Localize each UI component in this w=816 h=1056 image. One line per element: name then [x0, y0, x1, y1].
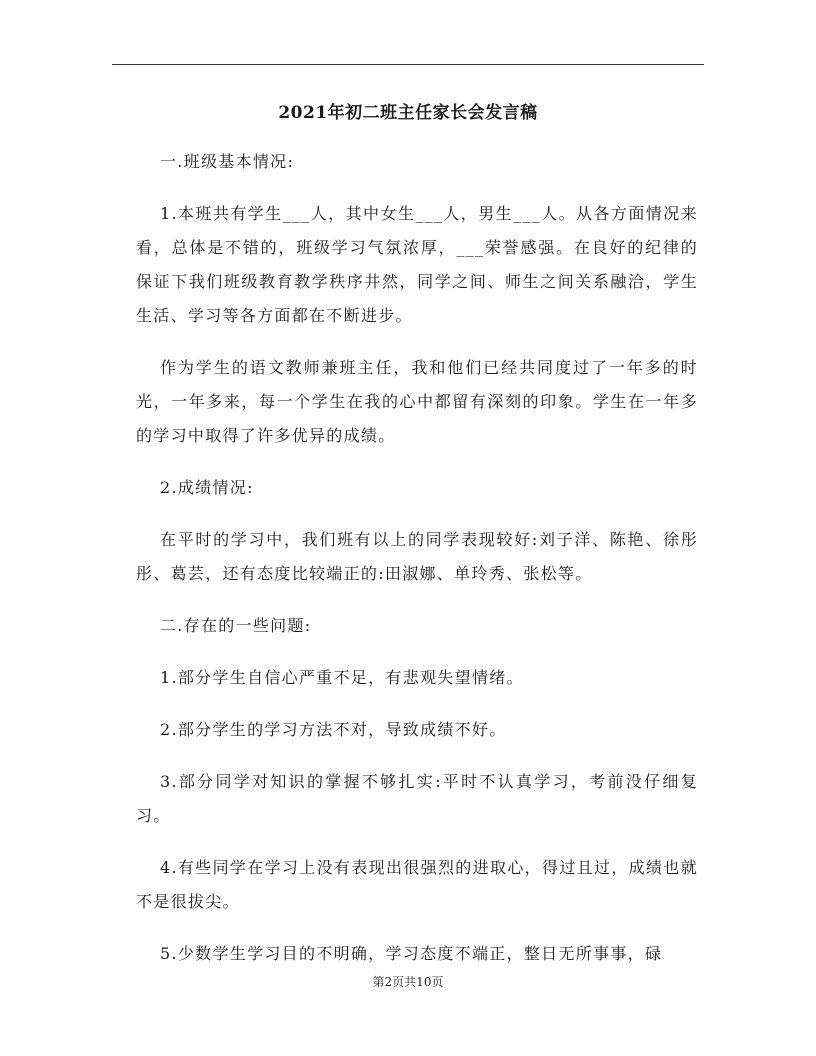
section-heading-problems: 二.存在的一些问题: — [160, 616, 312, 635]
header-rule — [112, 64, 704, 65]
paragraph-problem-4: 4.有些同学在学习上没有表现出很强烈的进取心，得过且过，成绩也就不是很拔尖。 — [136, 858, 698, 911]
document-body — [136, 145, 698, 989]
paragraph-student-count: 1.本班共有学生___人，其中女生___人，男生___人。从各方面情况来看，总体是不错的，班级学习气氛浓厚，___荣誉感强。在良好的纪律的保证下我们班级教育教学秩序井然，同学之间、师生之间关系融洽，学生生活、学习等各方面都在不断进步。 — [136, 204, 698, 325]
page-number: 第2页共10页 — [372, 975, 444, 989]
section-heading-grades: 2.成绩情况: — [160, 478, 254, 497]
paragraph-problem-2: 2.部分学生的学习方法不对，导致成绩不好。 — [160, 720, 507, 739]
paragraph-problem-3: 3.部分同学对知识的掌握不够扎实:平时不认真学习，考前没仔细复习。 — [136, 772, 698, 825]
paragraph-good-students: 在平时的学习中，我们班有以上的同学表现较好:刘子洋、陈艳、徐彤彤、葛芸，还有态度比较端正的:田淑娜、单玲秀、张松等。 — [136, 530, 698, 583]
paragraph-problem-5: 5.少数学生学习目的不明确，学习态度不端正，整日无所事事，碌 — [160, 944, 663, 963]
section-heading-class-overview: 一.班级基本情况: — [160, 152, 295, 171]
document-title: 2021年初二班主任家长会发言稿 — [278, 103, 538, 123]
paragraph-problem-1: 1.部分学生自信心严重不足，有悲观失望情绪。 — [160, 668, 524, 687]
paragraph-teacher-intro: 作为学生的语文教师兼班主任，我和他们已经共同度过了一年多的时光，一年多来，每一个学生在我的心中都留有深刻的印象。学生在一年多的学习中取得了许多优异的成绩。 — [136, 358, 698, 445]
